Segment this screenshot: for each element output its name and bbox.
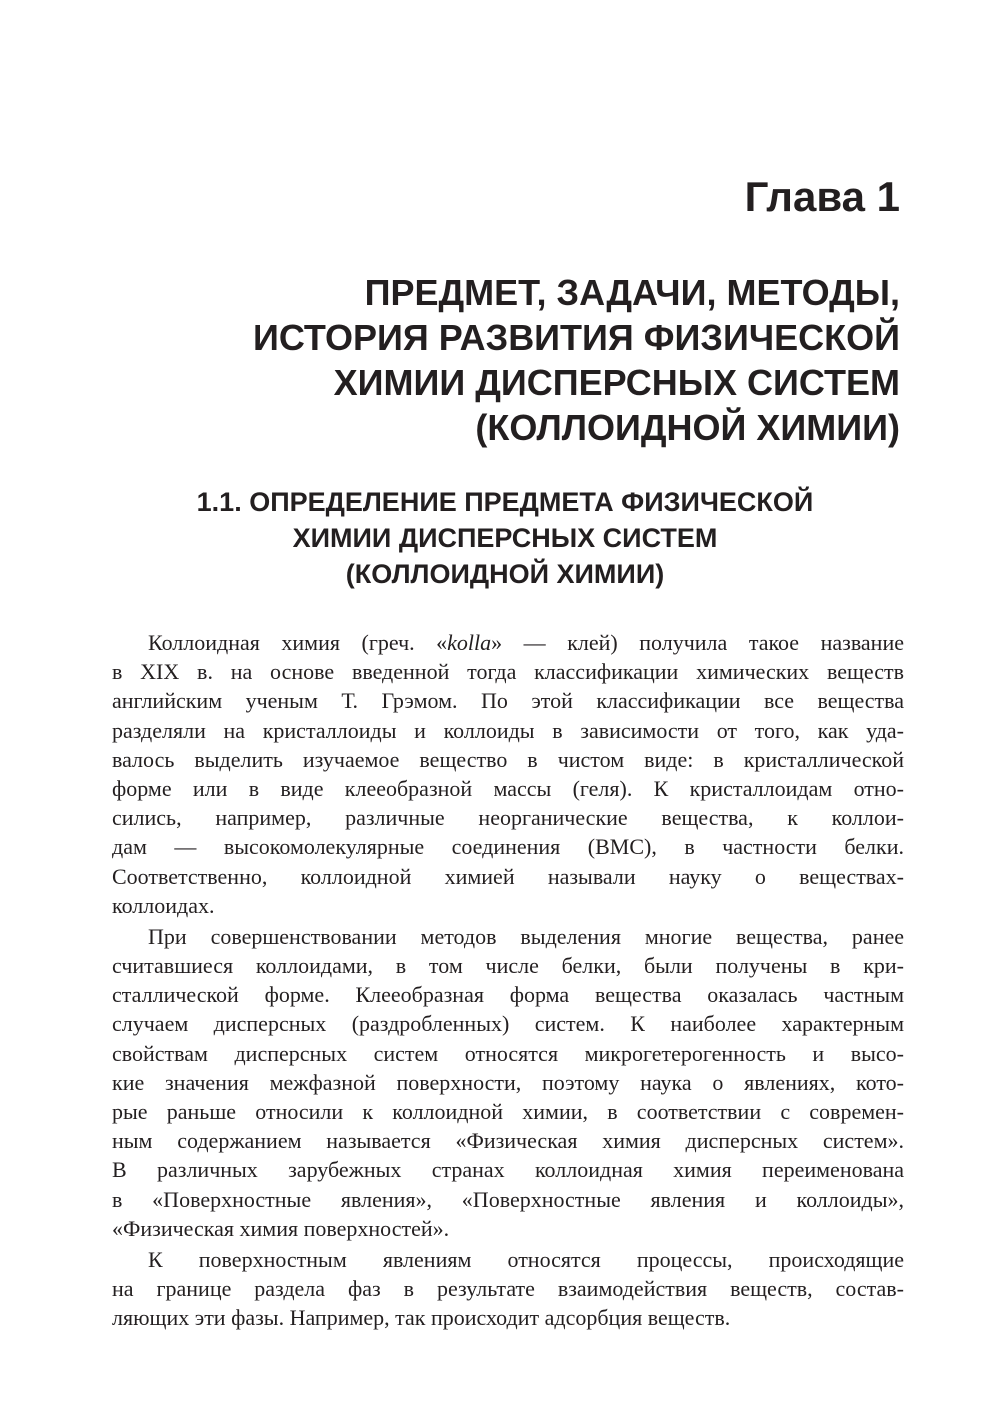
term-italic: kolla — [447, 630, 492, 655]
text-line: на границе раздела фаз в результате взаимодействия веществ, состав- — [112, 1276, 904, 1302]
text-line: сталлической форме. Клееобразная форма вещества оказалась частным — [112, 982, 904, 1008]
chapter-title-line: ХИМИИ ДИСПЕРСНЫХ СИСТЕМ — [333, 362, 900, 403]
text-line: К поверхностным явлениям относятся процессы, происходящие — [148, 1246, 904, 1272]
text-line: коллоидах. — [112, 892, 215, 918]
section-title-line: 1.1. ОПРЕДЕЛЕНИЕ ПРЕДМЕТА ФИЗИЧЕСКОЙ — [196, 487, 814, 517]
text-line: дам — высокомолекулярные соединения (ВМС), в частности белки. — [112, 834, 904, 860]
paragraph — [112, 1245, 904, 1333]
text-line: валось выделить изучаемое вещество в чистом виде: в кристаллической — [112, 746, 904, 772]
text-line: свойствам дисперсных систем относятся микрогетерогенность и высо- — [112, 1040, 904, 1066]
text-line: форме или в виде клееобразной массы (геля). К кристаллоидам отно- — [112, 775, 904, 801]
section-title — [110, 484, 900, 592]
text-line: считавшиеся коллоидами, в том числе белки, были получены в кри- — [112, 953, 904, 979]
paragraph — [112, 922, 904, 1243]
text-line: кие значения межфазной поверхности, поэтому наука о явлениях, кото- — [112, 1069, 904, 1095]
chapter-title-line: ПРЕДМЕТ, ЗАДАЧИ, МЕТОДЫ, — [364, 272, 900, 313]
text-line: разделяли на кристаллоиды и коллоиды в зависимости от того, как уда- — [112, 717, 904, 743]
text-line: ным содержанием называется «Физическая химия дисперсных систем». — [112, 1128, 904, 1154]
text-line: рые раньше относили к коллоидной химии, в соответствии с современ- — [112, 1099, 904, 1124]
text-line: Соответственно, коллоидной химией называли науку о веществах- — [112, 863, 904, 889]
chapter-label: Глава 1 — [744, 173, 900, 220]
text-line: английским ученым Т. Грэмом. По этой классификации все вещества — [112, 688, 904, 714]
text-line: в «Поверхностные явления», «Поверхностные явления и коллоиды», — [112, 1186, 904, 1212]
text-line: Коллоидная химия (греч. «kolla» — клей) получила такое название — [148, 630, 904, 655]
text-line: ляющих эти фазы. Например, так происходит адсорбция веществ. — [112, 1305, 731, 1331]
chapter-title — [140, 270, 900, 450]
text-line: сились, например, различные неорганические вещества, к коллои- — [112, 805, 904, 831]
text-line: При совершенствовании методов выделения многие вещества, ранее — [148, 923, 904, 949]
section-title-line: (КОЛЛОИДНОЙ ХИМИИ) — [345, 559, 665, 589]
body-text — [112, 628, 904, 1335]
chapter-title-line: ИСТОРИЯ РАЗВИТИЯ ФИЗИЧЕСКОЙ — [252, 317, 900, 358]
text-line: В различных зарубежных странах коллоидная химия переименована — [112, 1157, 904, 1183]
text-line: в XIX в. на основе введенной тогда классификации химических веществ — [112, 659, 904, 685]
section-title-line: ХИМИИ ДИСПЕРСНЫХ СИСТЕМ — [292, 523, 718, 553]
chapter-title-line: (КОЛЛОИДНОЙ ХИМИИ) — [475, 407, 900, 448]
text-line: случаем дисперсных (раздробленных) систем. К наиболее характерным — [112, 1011, 904, 1037]
paragraph — [112, 628, 904, 920]
text-line: «Физическая химия поверхностей». — [112, 1215, 450, 1241]
